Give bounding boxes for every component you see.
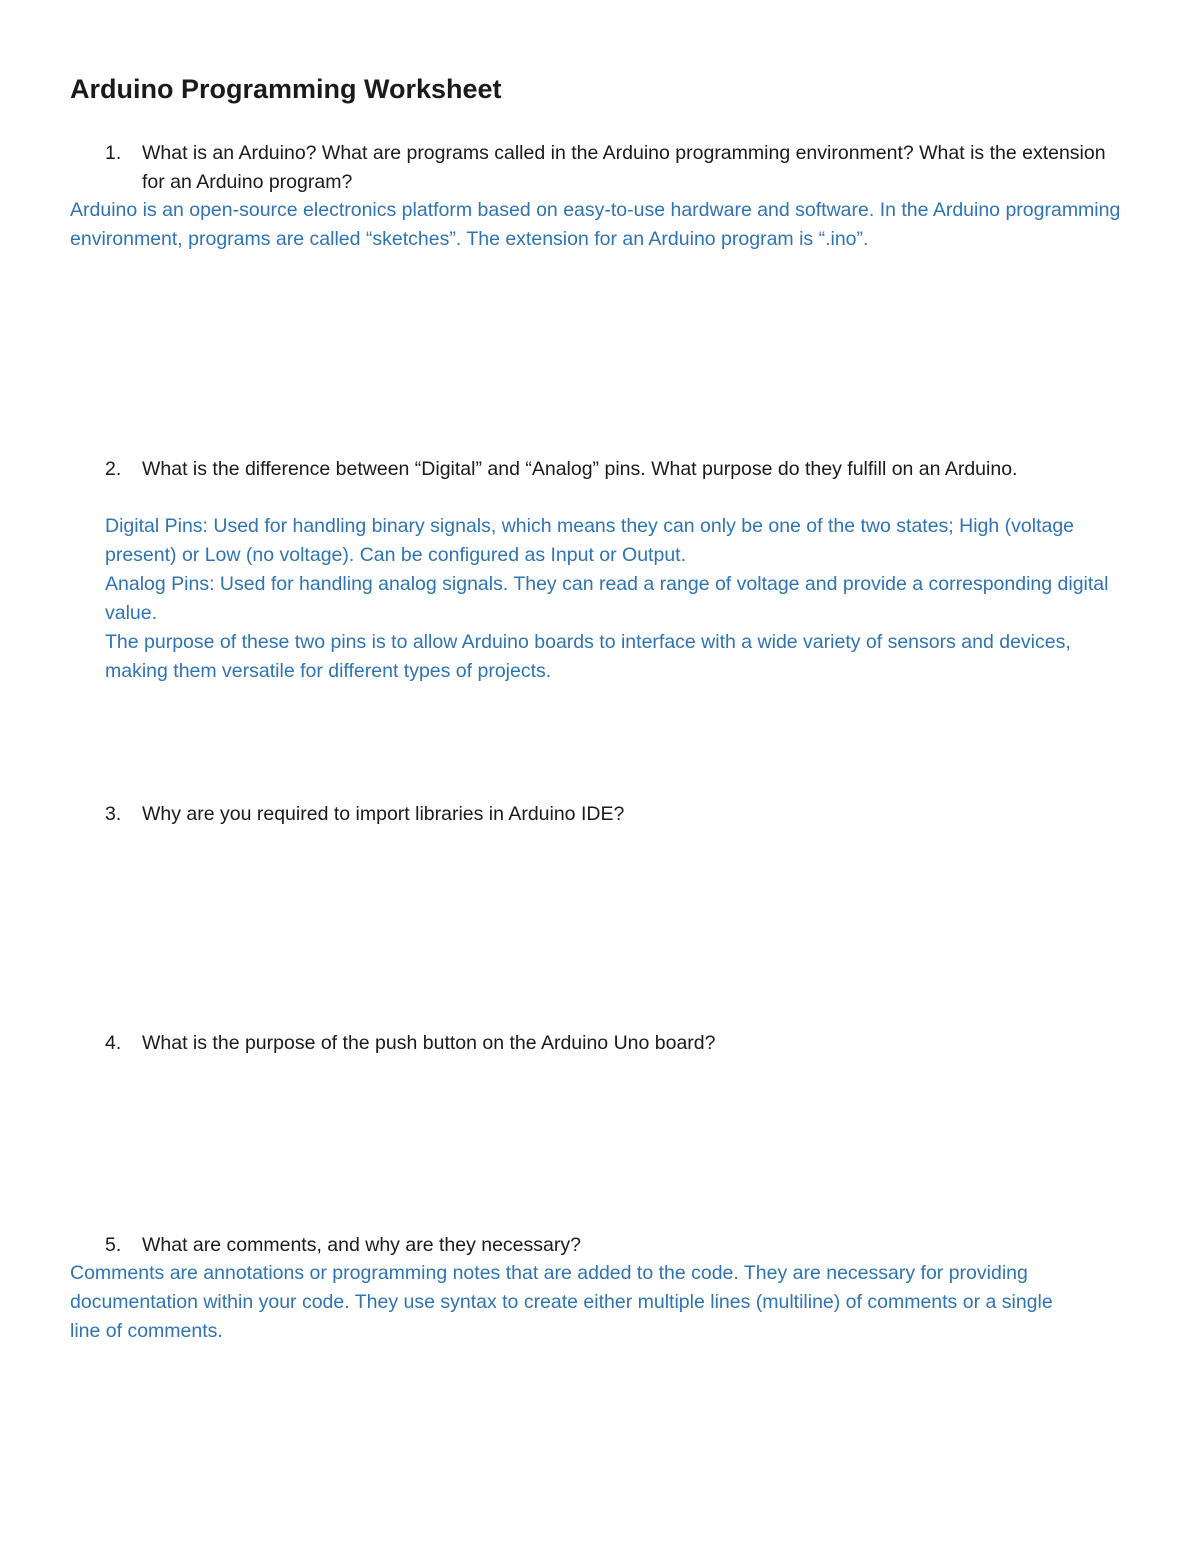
question-number: 5. — [105, 1234, 122, 1256]
answer-paragraph: Arduino is an open-source electronics platform based on easy-to-use hardware and software. In the Arduino programming environment, programs are called “sketches”. The extension for an Arduino program is “.ino”. — [70, 199, 1121, 250]
question-text: Why are you required to import libraries in Arduino IDE? — [142, 803, 625, 825]
question-5 — [105, 1231, 1130, 1260]
question-3 — [105, 800, 1130, 829]
answer-purpose: The purpose of these two pins is to allow Arduino boards to interface with a wide variety of sensors and devices, making them versatile for different types of projects. — [105, 631, 1071, 682]
answer-analog-pins: Analog Pins: Used for handling analog signals. They can read a range of voltage and provide a corresponding digital value. — [105, 573, 1109, 624]
question-2 — [105, 455, 1130, 484]
question-number: 4. — [105, 1032, 122, 1054]
question-number: 2. — [105, 458, 122, 480]
question-text: What is the difference between “Digital” and “Analog” pins. What purpose do they fulfill on an Arduino. — [142, 458, 1018, 480]
question-text: What is an Arduino? What are programs called in the Arduino programming environment? What is the extension for an Arduino program? — [142, 142, 1106, 193]
page-title: Arduino Programming Worksheet — [70, 74, 502, 104]
question-text: What is the purpose of the push button on the Arduino Uno board? — [142, 1032, 716, 1054]
question-number: 1. — [105, 142, 122, 164]
question-text: What are comments, and why are they necessary? — [142, 1234, 581, 1256]
answer-paragraph: Comments are annotations or programming notes that are added to the code. They are necessary for providing documentation within your code. They use syntax to create either multiple lines (multiline) of comments or a single line of comments. — [70, 1262, 1053, 1342]
question-number: 3. — [105, 803, 122, 825]
answer-digital-pins: Digital Pins: Used for handling binary signals, which means they can only be one of the two states; High (voltage present) or Low (no voltage). Can be configured as Input or Output. — [105, 515, 1075, 566]
answer-5 — [70, 1259, 1080, 1346]
answer-2 — [105, 512, 1115, 686]
answer-1 — [70, 196, 1140, 254]
question-1 — [105, 139, 1130, 197]
question-4 — [105, 1029, 1130, 1058]
